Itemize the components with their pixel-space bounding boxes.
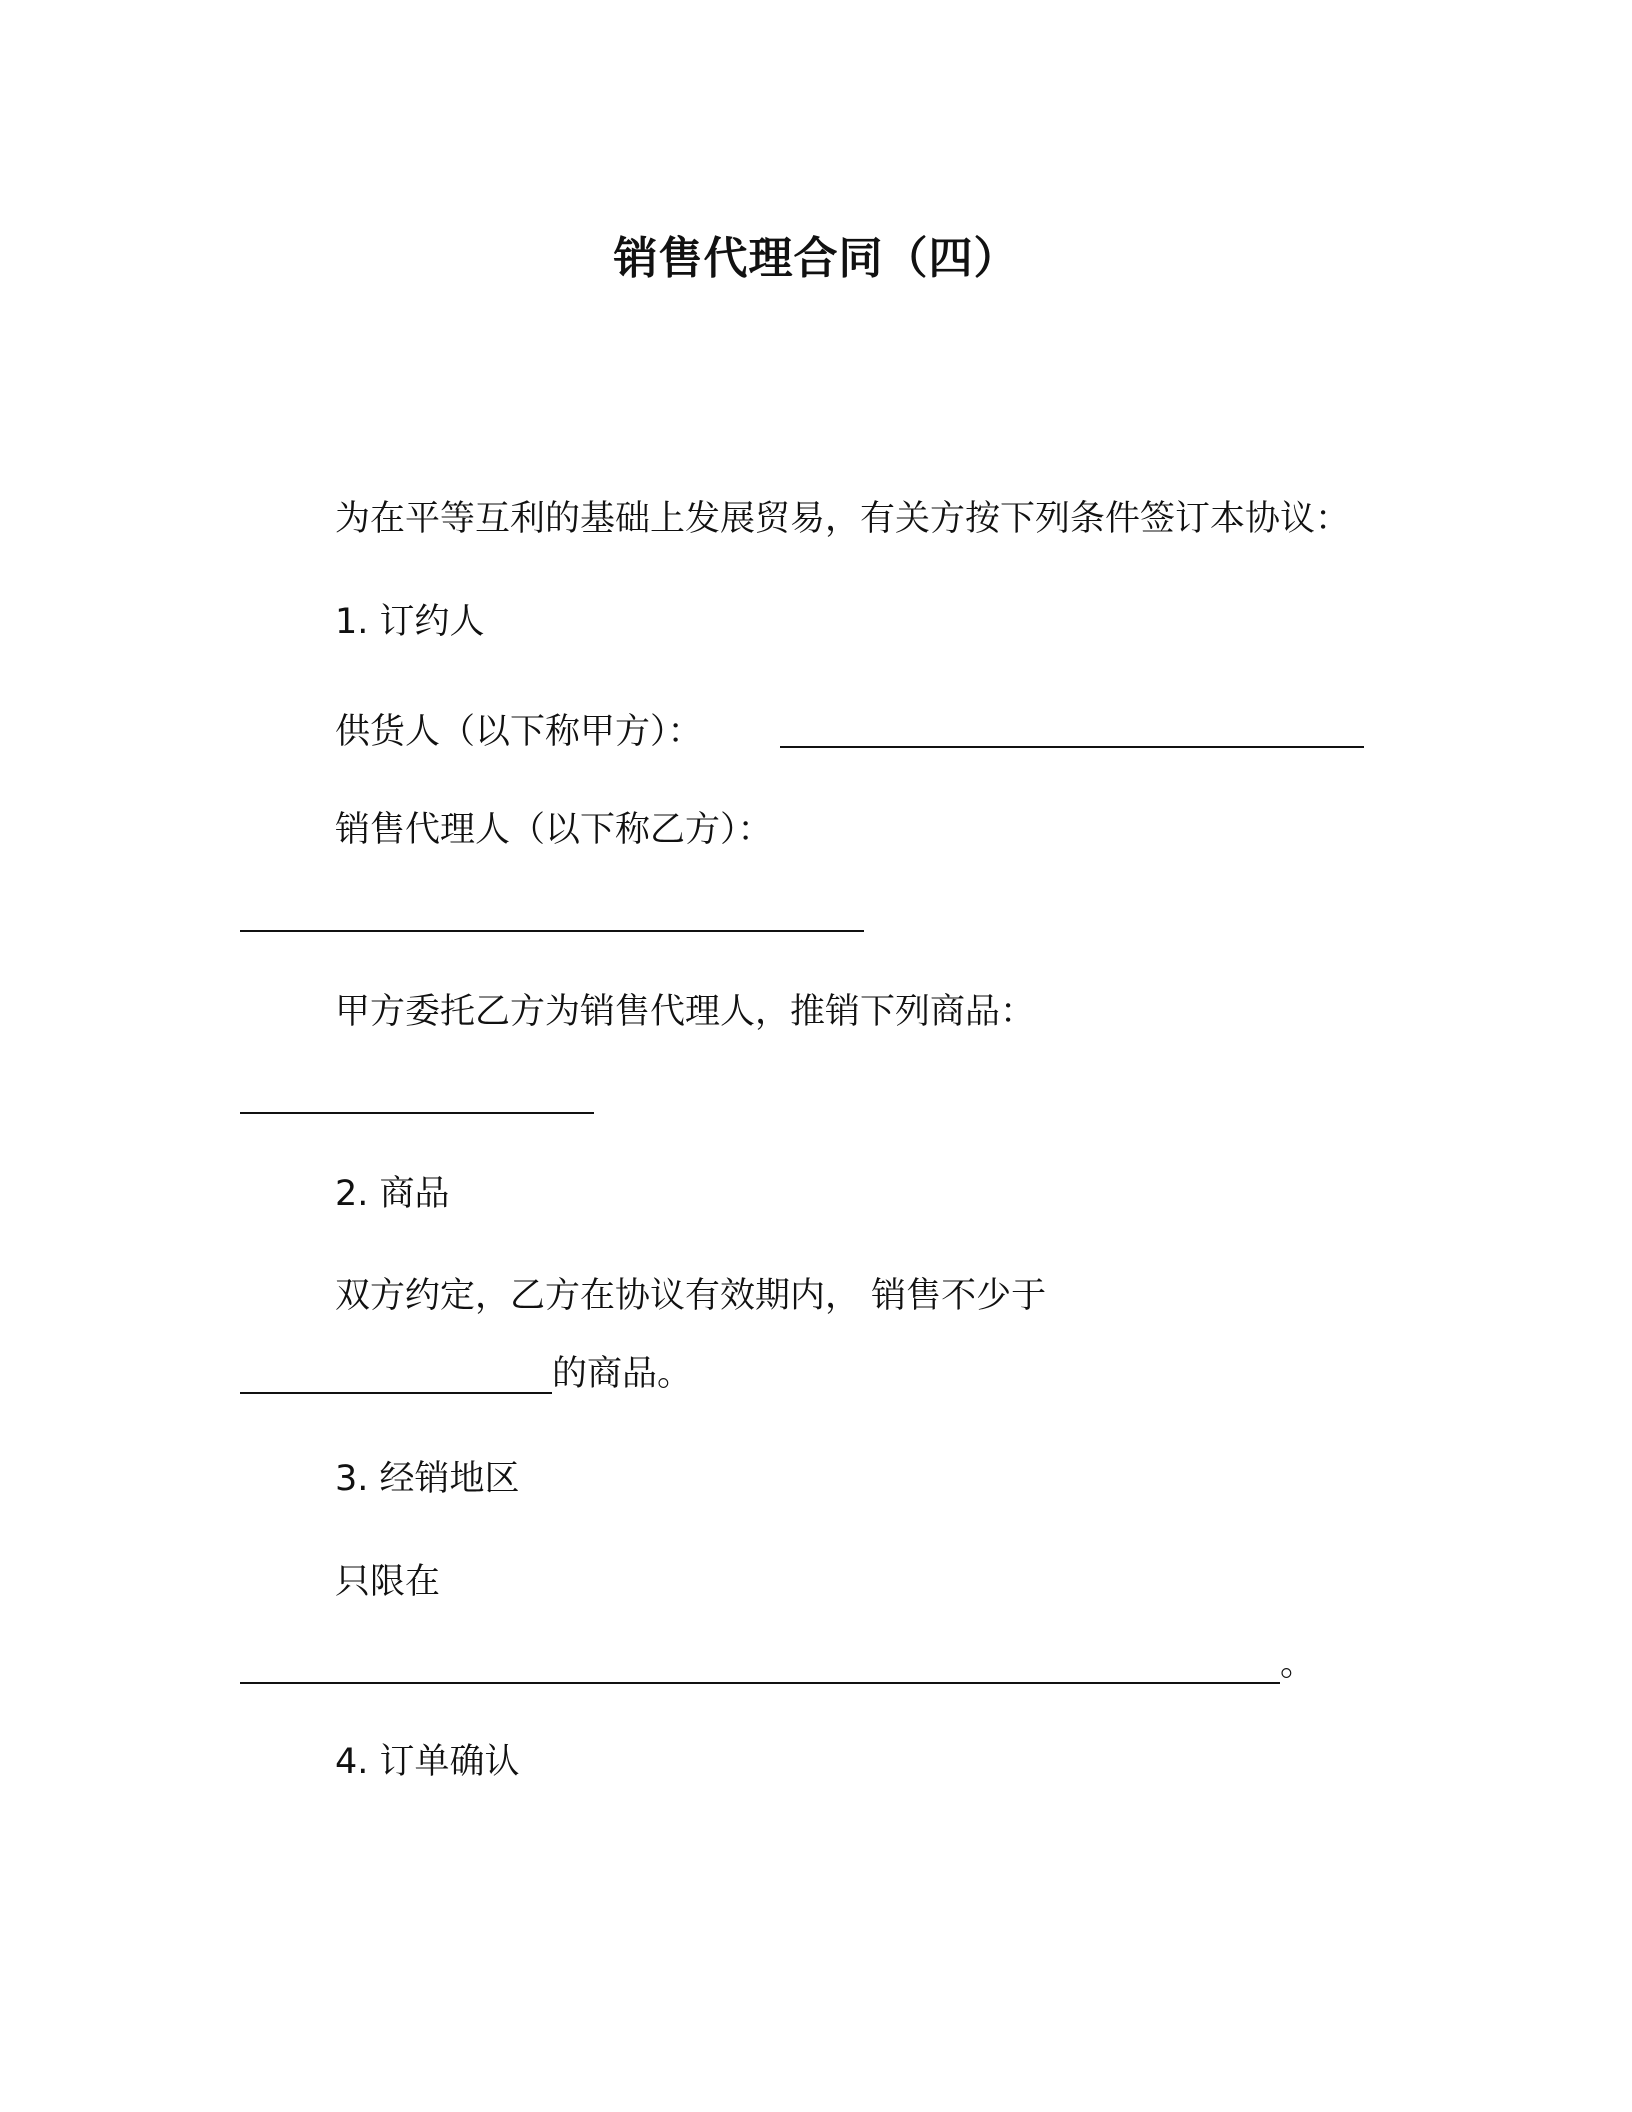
region-blank[interactable] <box>240 1682 1280 1684</box>
agreement-paragraph: 双方约定，乙方在协议有效期内， 销售不少于 <box>335 1276 1047 1316</box>
section-4-heading: 4. 订单确认 <box>335 1742 520 1782</box>
region-prefix: 只限在 <box>335 1562 441 1602</box>
quantity-blank[interactable] <box>240 1392 552 1394</box>
agent-label: 销售代理人（以下称乙方）： <box>335 810 773 850</box>
goods-list-blank[interactable] <box>240 1112 594 1114</box>
page-title: 销售代理合同（四） <box>613 233 1019 284</box>
section-3-heading: 3. 经销地区 <box>335 1459 520 1499</box>
goods-suffix: 的商品。 <box>552 1354 693 1394</box>
supplier-blank[interactable] <box>780 746 1364 748</box>
intro-paragraph: 为在平等互利的基础上发展贸易，有关方按下列条件签订本协议： <box>335 499 1351 539</box>
agent-blank[interactable] <box>240 930 864 932</box>
section-1-heading: 1. 订约人 <box>335 602 485 642</box>
region-suffix: 。 <box>1280 1644 1316 1684</box>
supplier-label: 供货人（以下称甲方）： <box>335 712 703 752</box>
section-2-heading: 2. 商品 <box>335 1174 450 1214</box>
entrust-paragraph: 甲方委托乙方为销售代理人，推销下列商品： <box>335 992 1036 1032</box>
